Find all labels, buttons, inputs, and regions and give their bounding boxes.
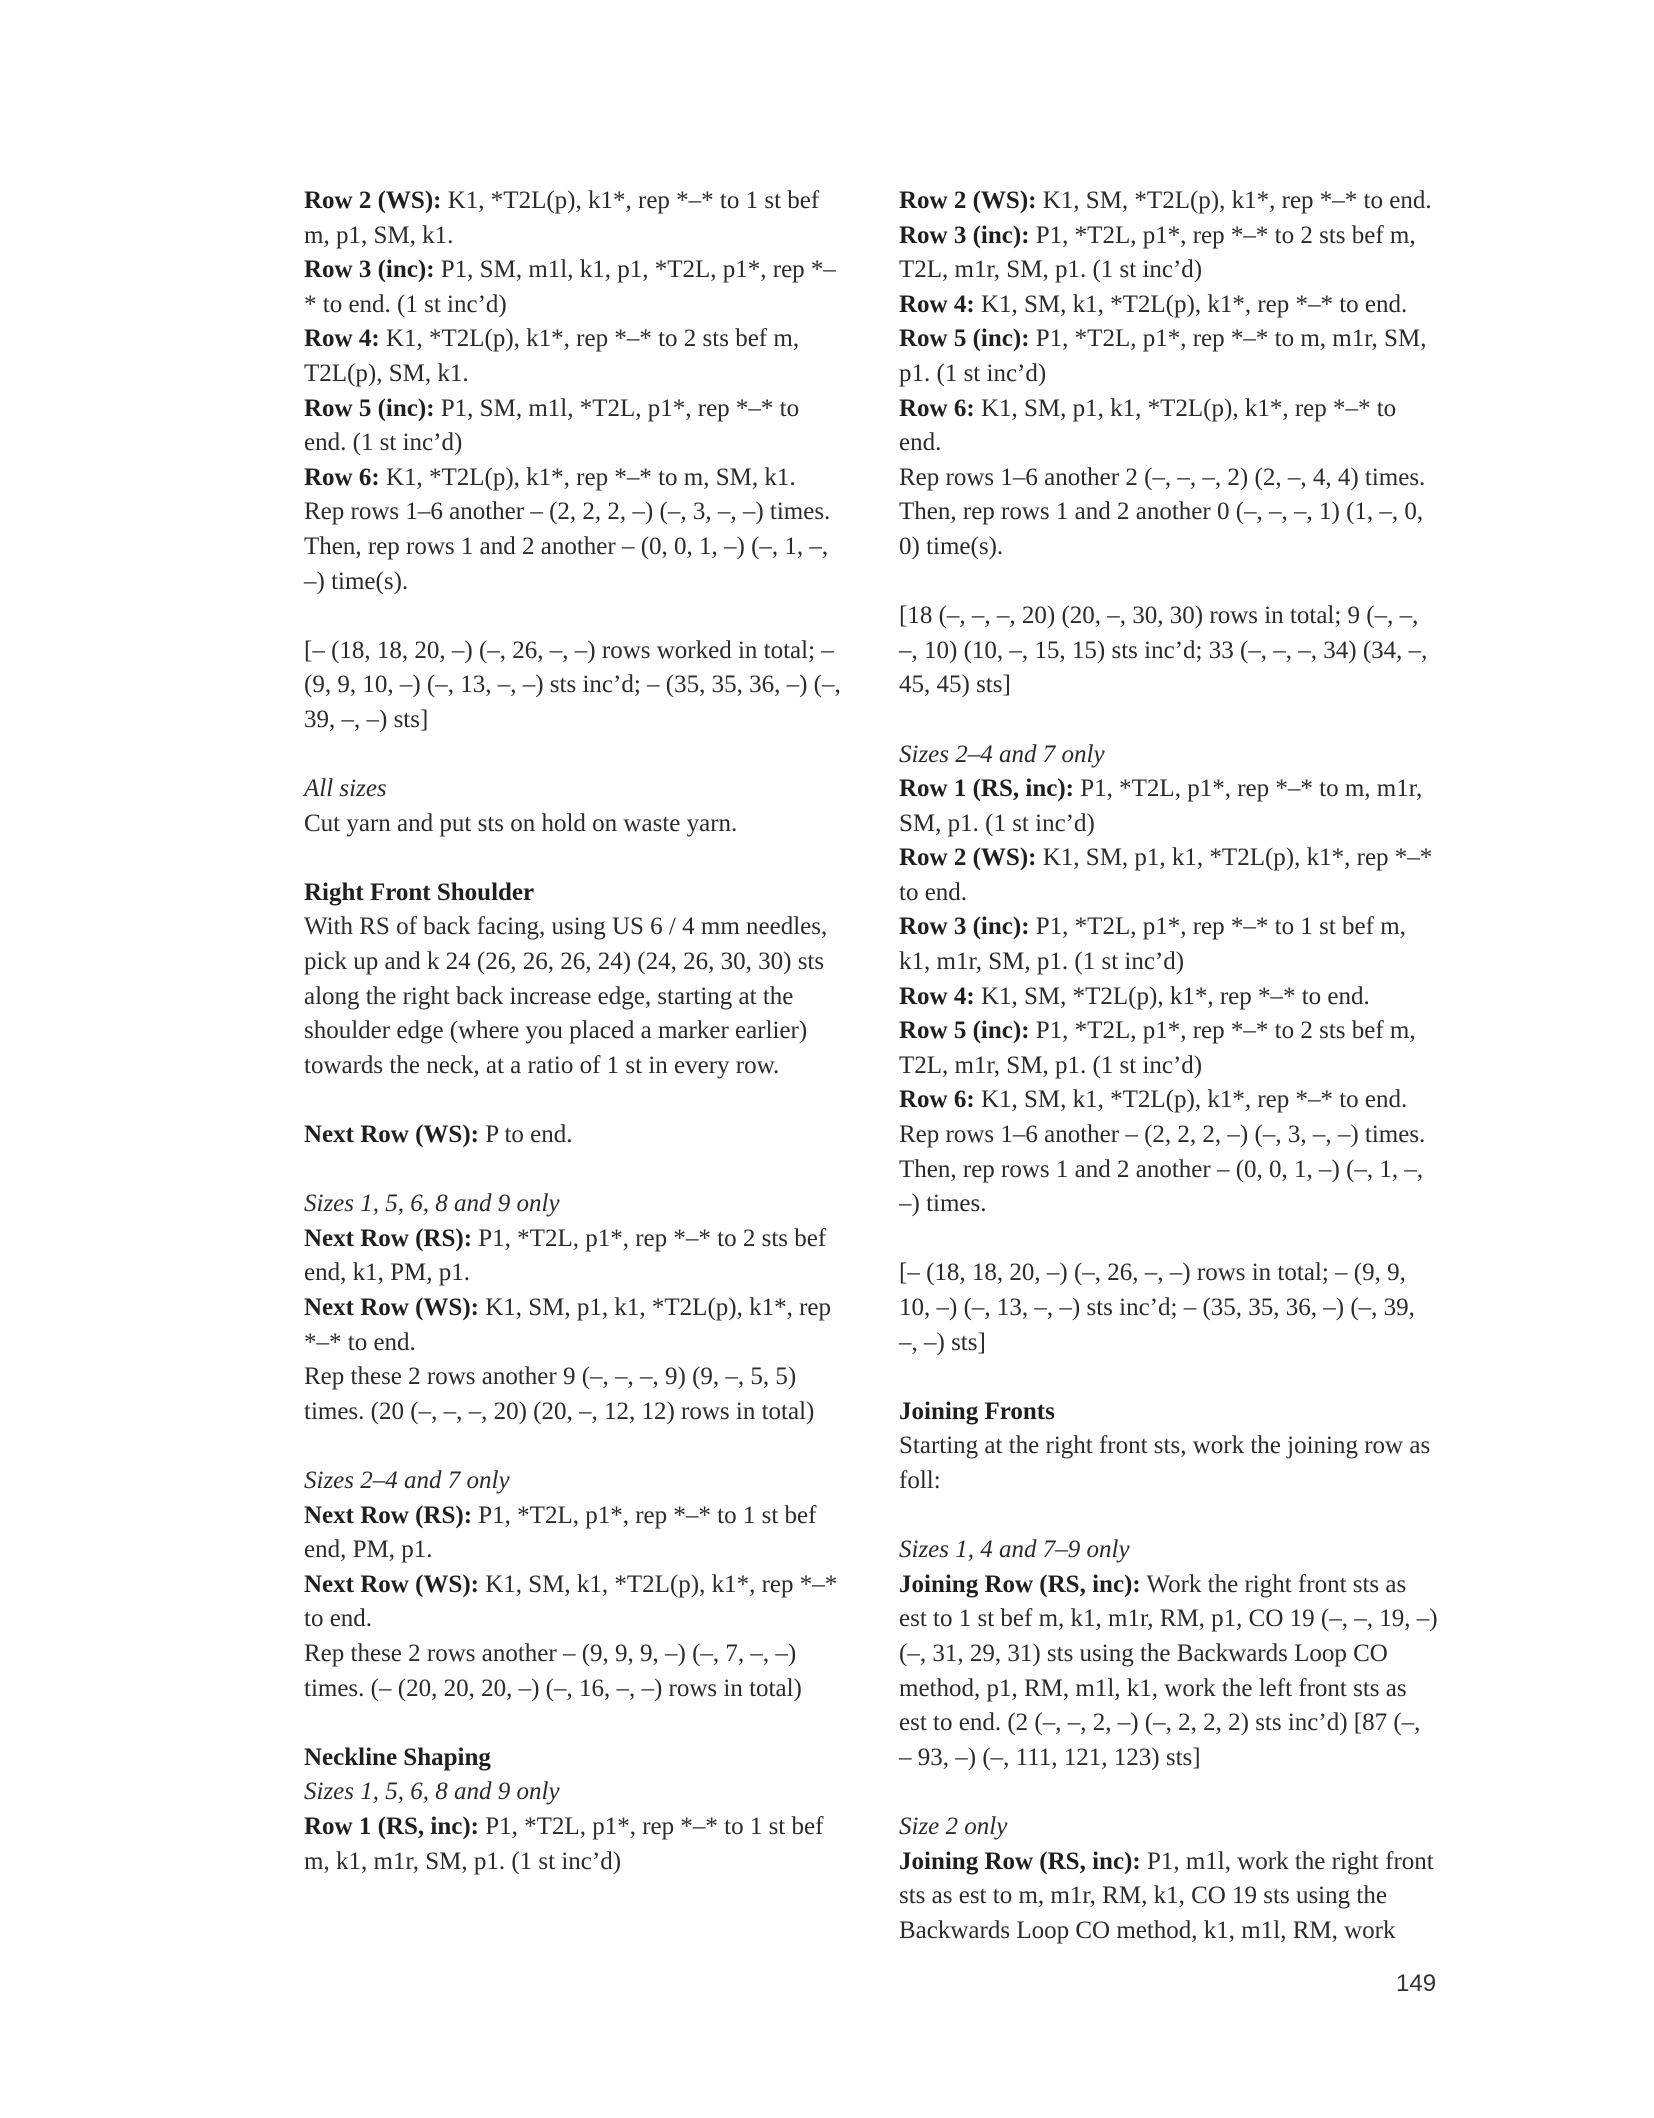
row-instructions: Row 2 (WS): K1, SM, *T2L(p), k1*, rep *–* to end. Row 3 (inc): P1, *T2L, p1*, rep *–* to 2 sts bef m, T2L, m1r, SM, p1. (1 st inc’d) Row 4: K1, SM, k1, *T2L(p), k1*, rep *–* to end. Row 5 (inc): P1, *T2L, p1*, rep *–* to m, m1r, SM, p1. (1 st inc’d) Row 6: K1, SM, p1, k1, *T2L(p), k1*, rep *–* to end. Rep rows 1–6 another 2 (–, –, –, 2) (2, –, 4, 4) times. Then, rep rows 1 and 2 another 0 (–, –, –, 1) (1, –, 0, 0) time(s). bbox=[899, 187, 1432, 560]
summary-text: [18 (–, –, –, 20) (20, –, 30, 30) rows in total; 9 (–, –, –, 10) (10, –, 15, 15) sts inc’d; 33 (–, –, –, 34) (34, –, 45, 45) sts] bbox=[899, 602, 1428, 699]
all-sizes-section: All sizes Cut yarn and put sts on hold on waste yarn. bbox=[304, 775, 738, 837]
sizes-section: Sizes 2–4 and 7 only Next Row (RS): P1, *T2L, p1*, rep *–* to 1 st bef end, PM, p1. Next Row (WS): K1, SM, k1, *T2L(p), k1*, rep *–* to end. Rep these 2 rows another – (9, 9, 9, –) (–, 7, –, –) times. (– (20, 20, 20, –) (–, 16, –, –) rows in total) bbox=[304, 1466, 838, 1702]
right-front-shoulder-section: Right Front Shoulder With RS of back facing, using US 6 / 4 mm needles, pick up and k 24 (26, 26, 26, 24) (24, 26, 30, 30) sts along the right back increase edge, starting at the shoulder edge (where you placed a marker earlier) towards the neck, at a ratio of 1 st in every row. bbox=[304, 878, 828, 1079]
sizes-label: All sizes bbox=[304, 775, 387, 803]
sizes-section: Sizes 2–4 and 7 only Row 1 (RS, inc): P1, *T2L, p1*, rep *–* to m, m1r, SM, p1. (1 st inc’d) Row 2 (WS): K1, SM, p1, k1, *T2L(p), k1*, rep *–* to end. Row 3 (inc): P1, *T2L, p1*, rep *–* to 1 st bef m, k1, m1r, SM, p1. (1 st inc’d) Row 4: K1, SM, *T2L(p), k1*, rep *–* to end. Row 5 (inc): P1, *T2L, p1*, rep *–* to 2 sts bef m, T2L, m1r, SM, p1. (1 st inc’d) Row 6: K1, SM, k1, *T2L(p), k1*, rep *–* to end. Rep rows 1–6 another – (2, 2, 2, –) (–, 3, –, –) times. Then, rep rows 1 and 2 another – (0, 0, 1, –) (–, 1, –, –) times. bbox=[899, 740, 1433, 1218]
sizes-label: Sizes 1, 5, 6, 8 and 9 only bbox=[304, 1190, 560, 1218]
joining-fronts-section: Joining Fronts Starting at the right front sts, work the joining row as foll: bbox=[899, 1397, 1431, 1494]
summary-text: [– (18, 18, 20, –) (–, 26, –, –) rows worked in total; – (9, 9, 10, –) (–, 13, –, –) sts inc’d; – (35, 35, 36, –) (–, 39, –, –) sts] bbox=[304, 636, 841, 733]
page-number: 149 bbox=[1396, 1970, 1437, 1997]
section-heading: Neckline Shaping bbox=[304, 1743, 491, 1771]
sizes-section: Size 2 only Joining Row (RS, inc): P1, m1l, work the right front sts as est to m, m1r, RM, k1, CO 19 sts using the Backwards Loop CO method, k1, m1l, RM, work bbox=[899, 1812, 1434, 1944]
section-heading: Right Front Shoulder bbox=[304, 878, 535, 906]
row-instructions: Row 2 (WS): K1, *T2L(p), k1*, rep *–* to 1 st bef m, p1, SM, k1. Row 3 (inc): P1, SM, m1l, k1, p1, *T2L, p1*, rep *–* to end. (1 st inc’d) Row 4: K1, *T2L(p), k1*, rep *–* to 2 sts bef m, T2L(p), SM, k1. Row 5 (inc): P1, SM, m1l, *T2L, p1*, rep *–* to end. (1 st inc’d) Row 6: K1, *T2L(p), k1*, rep *–* to m, SM, k1. Rep rows 1–6 another – (2, 2, 2, –) (–, 3, –, –) times. Then, rep rows 1 and 2 another – (0, 0, 1, –) (–, 1, –, –) time(s). bbox=[304, 187, 836, 595]
sizes-label: Sizes 2–4 and 7 only bbox=[304, 1466, 510, 1494]
sizes-label: Sizes 2–4 and 7 only bbox=[899, 740, 1105, 768]
summary-text: [– (18, 18, 20, –) (–, 26, –, –) rows in total; – (9, 9, 10, –) (–, 13, –, –) sts inc’d; – (35, 35, 36, –) (–, 39, –, –) sts] bbox=[899, 1259, 1415, 1356]
neckline-shaping-section: Neckline Shaping Sizes 1, 5, 6, 8 and 9 only Row 1 (RS, inc): P1, *T2L, p1*, rep *–* to 1 st bef m, k1, m1r, SM, p1. (1 st inc’d) bbox=[304, 1743, 824, 1875]
right-column bbox=[899, 184, 1439, 1948]
sizes-label: Sizes 1, 4 and 7–9 only bbox=[899, 1536, 1130, 1564]
section-heading: Joining Fronts bbox=[899, 1397, 1055, 1425]
left-column bbox=[304, 184, 844, 1879]
next-row-instruction: Next Row (WS): P to end. bbox=[304, 1121, 573, 1149]
sizes-label: Sizes 1, 5, 6, 8 and 9 only bbox=[304, 1778, 560, 1806]
sizes-label: Size 2 only bbox=[899, 1812, 1008, 1840]
sizes-section: Sizes 1, 5, 6, 8 and 9 only Next Row (RS): P1, *T2L, p1*, rep *–* to 2 sts bef end, k1, PM, p1. Next Row (WS): K1, SM, p1, k1, *T2L(p), k1*, rep *–* to end. Rep these 2 rows another 9 (–, –, –, 9) (9, –, 5, 5) times. (20 (–, –, –, 20) (20, –, 12, 12) rows in total) bbox=[304, 1190, 832, 1425]
sizes-section: Sizes 1, 4 and 7–9 only Joining Row (RS, inc): Work the right front sts as est to 1 st bef m, k1, m1r, RM, p1, CO 19 (–, –, 19, –) (–, 31, 29, 31) sts using the Backwards Loop CO method, p1, RM, m1l, k1, work the left front sts as est to end. (2 (–, –, 2, –) (–, 2, 2, 2) sts inc’d) [87 (–, – 93, –) (–, 111, 121, 123) sts] bbox=[899, 1536, 1438, 1771]
